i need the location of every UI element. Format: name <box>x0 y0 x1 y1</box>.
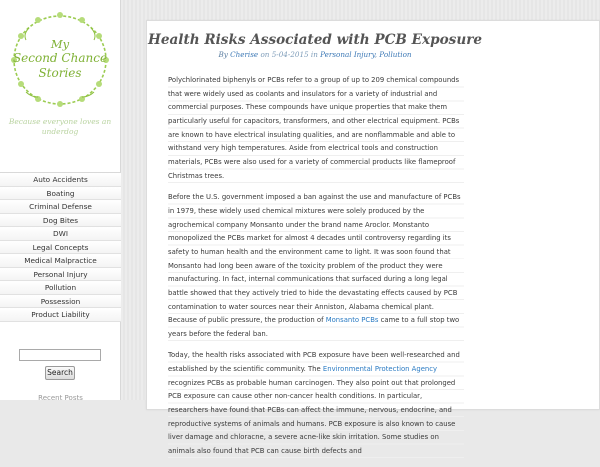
nav-item-possession[interactable]: Possession <box>0 295 121 309</box>
sidebar <box>0 0 121 400</box>
search-button[interactable]: Search <box>45 366 75 380</box>
meta-by: By <box>218 50 228 59</box>
nav-item-personal-injury[interactable]: Personal Injury <box>0 268 121 282</box>
post-panel <box>146 20 600 456</box>
nav-item-boating[interactable]: Boating <box>0 187 121 201</box>
nav-item-medical-malpractice[interactable]: Medical Malpractice <box>0 254 121 268</box>
paragraph-3-text-b: recognizes PCBs as probable human carcinogen. They also point out that prolonged PCB exposure can cause other non-cancer health conditions. In particular, researchers have found that PCBs can affect the immune, nervous, endocrine, and reproductive systems of animals and humans. PCB exposure is also known to cause liver damage and chloracne, a severe acne-like skin irritation. Some studies on animals also found that PCB can cause birth defects and <box>168 378 456 456</box>
category-nav <box>0 172 121 322</box>
paragraph-2-text-a: Before the U.S. government imposed a ban against the use and manufacture of PCBs in 1979, these widely used chemical mixtures were solely produced by the agrochemical company Monsanto under the brand name Aroclor. Monstanto monopolized the PCBs market for almost 4 decades until controversy regarding its safety to human health and the environment came to light. It was soon found that Monsanto had long been aware of the toxicity problem of the product they were manufacturing. In fact, internal communications that surfaced during a long legal battle showed that they actively tried to hide the devastating effects caused by PCB contamination to water sources near their Anniston, Alabama chemical plant. Because of public pressure, the production of <box>168 193 461 325</box>
post-body <box>168 74 464 467</box>
post-title[interactable]: Health Risks Associated with PCB Exposure <box>147 32 483 48</box>
meta-date: 5-04-2015 <box>271 50 309 59</box>
nav-item-criminal-defense[interactable]: Criminal Defense <box>0 200 121 214</box>
post-meta <box>147 50 483 59</box>
meta-category-pollution[interactable]: Pollution <box>379 50 412 59</box>
meta-in: in <box>310 50 318 59</box>
logo-line-3: Stories <box>38 66 82 80</box>
paragraph-3 <box>168 349 464 458</box>
nav-item-auto-accidents[interactable]: Auto Accidents <box>0 173 121 187</box>
epa-link[interactable]: Environmental Protection Agency <box>322 365 438 374</box>
site-tagline: Because everyone loves an underdog <box>8 117 112 136</box>
meta-on: on <box>260 50 270 59</box>
nav-item-dwi[interactable]: DWI <box>0 227 121 241</box>
paragraph-3-text-a: Today, the health risks associated with PCB exposure have been well-researched and established by the scientific community. The <box>168 351 460 374</box>
paragraph-2 <box>168 191 464 341</box>
meta-separator: , <box>374 50 380 59</box>
recent-posts-heading: Recent Posts <box>38 394 83 402</box>
logo-line-2: Second Chance <box>12 51 108 65</box>
paragraph-2-text-b: came to a full stop two years before the federal ban. <box>168 316 460 338</box>
nav-item-legal-concepts[interactable]: Legal Concepts <box>0 241 121 255</box>
nav-item-product-liability[interactable]: Product Liability <box>0 308 121 322</box>
meta-author-link[interactable]: Cherise <box>230 50 259 59</box>
site-logo[interactable] <box>4 6 116 114</box>
meta-category-personal-injury[interactable]: Personal Injury <box>320 50 375 59</box>
search-input[interactable] <box>19 349 101 361</box>
paragraph-1: Polychlorinated biphenyls or PCBs refer to a group of up to 209 chemical compounds that were widely used as coolants and insulators for a variety of industrial and commercial purposes. These compounds have unique properties that make them particularly useful for capacitors, transformers, and other electrical equipment. PCBs are known to have electrical insulating qualities, and are nonflammable and able to withstand very high temperatures. Aside from electrical tools and construction materials, PCBs were also used for a variety of commercial products like flameproof Christmas trees. <box>168 74 464 183</box>
nav-item-pollution[interactable]: Pollution <box>0 281 121 295</box>
nav-item-dog-bites[interactable]: Dog Bites <box>0 214 121 228</box>
monsanto-pcbs-link[interactable]: Monsanto PCBs <box>325 316 379 325</box>
logo-line-1: My <box>50 37 70 51</box>
